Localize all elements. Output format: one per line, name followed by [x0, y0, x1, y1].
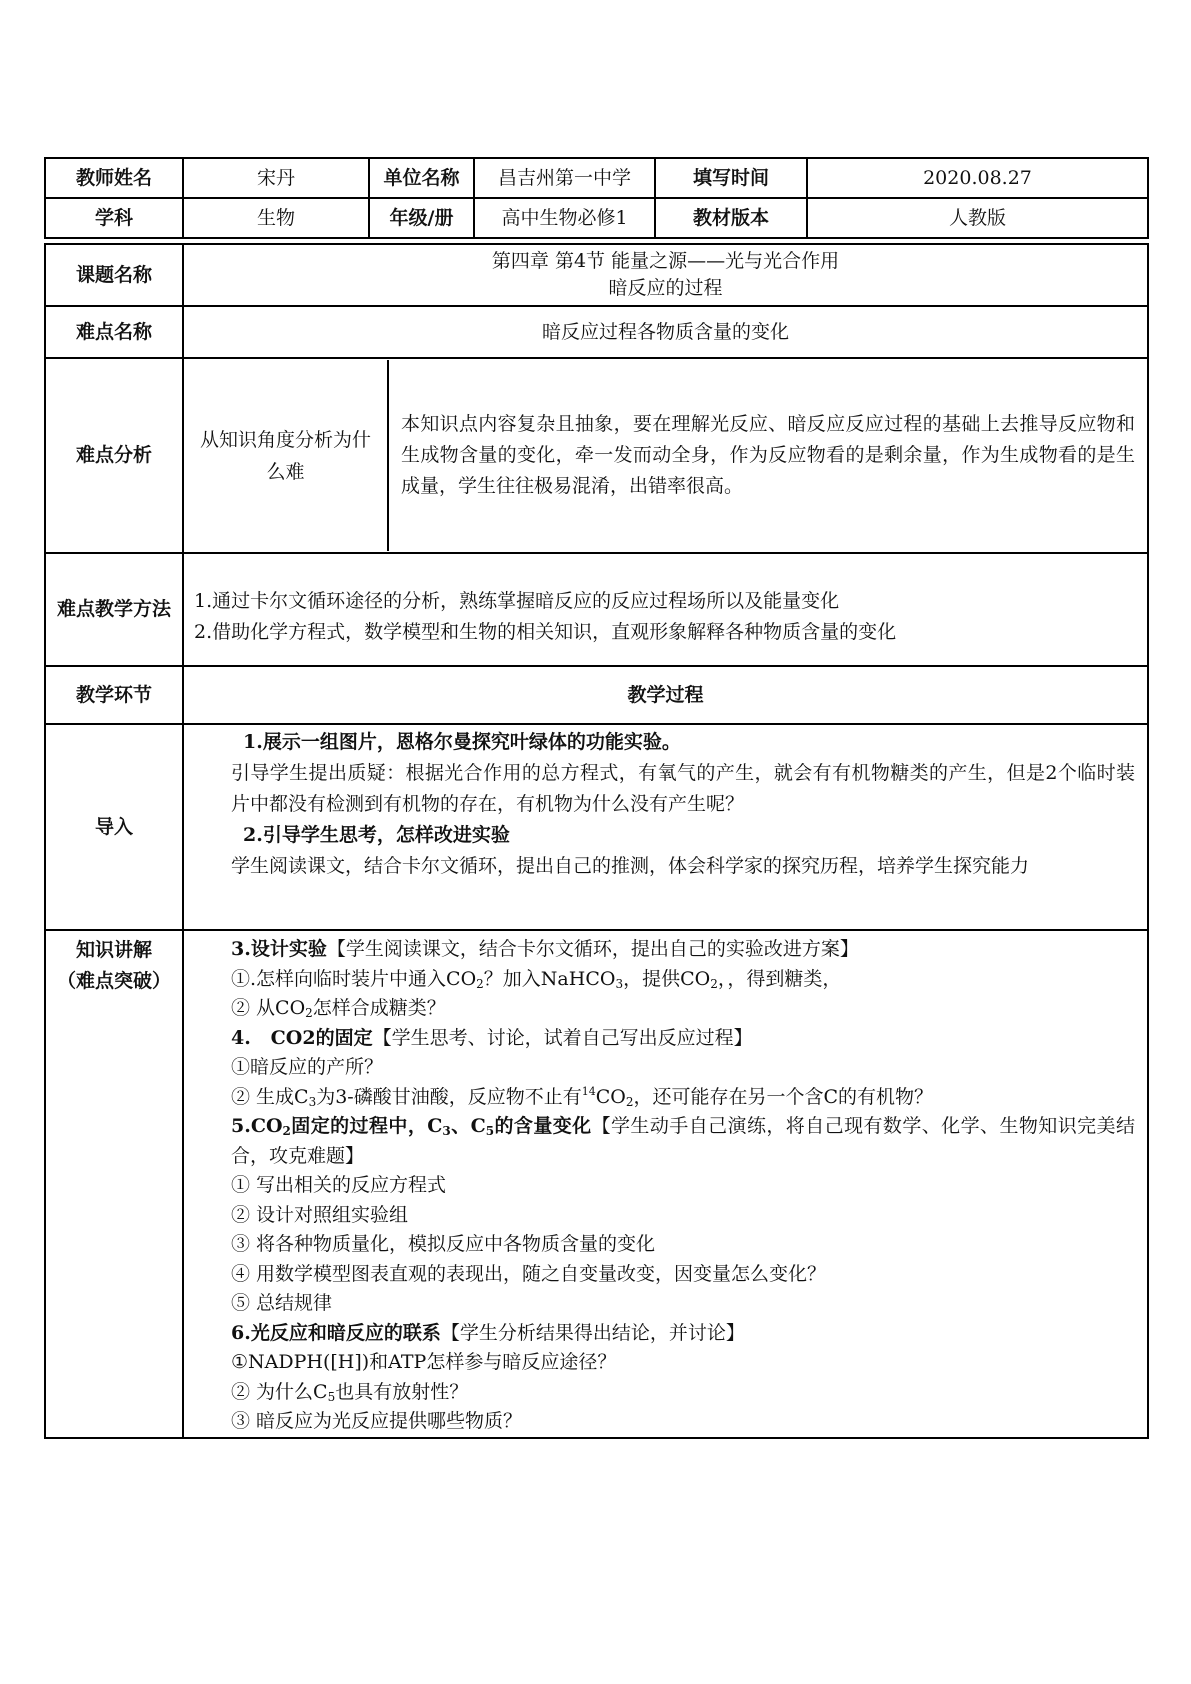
method-item-2: 2.借助化学方程式，数学模型和生物的相关知识，直观形象解释各种物质含量的变化 — [194, 620, 897, 643]
section-5-item-1: ① 写出相关的反应方程式 — [231, 1174, 447, 1196]
difficulty-label: 难点名称 — [45, 306, 183, 358]
section-5: $5.CO_2$固定的过程中，$C_3$、$C_5$的含量变化【学生动手自己演练，将自己现有数学、化学、生物知识完美结合，攻克难题】 — [231, 1115, 1135, 1167]
edition-value: 人教版 — [807, 198, 1148, 238]
section-5-item-2: ② 设计对照组实验组 — [231, 1203, 409, 1226]
method-label: 难点教学方法 — [45, 553, 183, 666]
section-3: 3.设计实验【学生阅读课文，结合卡尔文循环，提出自己的实验改进方案】 — [231, 938, 859, 960]
section-4-q1: ①暗反应的产所？ — [231, 1056, 384, 1078]
knowledge-label: 知识讲解 — [75, 939, 152, 961]
header-row-2 — [45, 198, 1148, 238]
topic-label: 课题名称 — [45, 244, 183, 306]
difficulty-row — [45, 306, 1148, 358]
section-6-q2: ② 为什么$C_5$也具有放射性？ — [231, 1380, 469, 1404]
date-label: 填写时间 — [655, 158, 807, 198]
section-6: 6.光反应和暗反应的联系【学生分析结果得出结论，并讨论】 — [231, 1321, 745, 1344]
intro-label: 导入 — [45, 724, 183, 930]
section-3-q1: ①.怎样向临时装片中通入$CO_2$？加入NaHCO$_3$，提供$CO_2$，，得到糖类， — [231, 967, 842, 991]
subject-label: 学科 — [45, 198, 183, 238]
edition-label: 教材版本 — [655, 198, 807, 238]
process-header-row — [45, 666, 1148, 724]
lesson-plan-table — [44, 157, 1147, 1439]
analysis-text: 本知识点内容复杂且抽象，要在理解光反应、暗反应反应过程的基础上去推导反应物和生成物含量的变化，牵一发而动全身，作为反应物看的是剩余量，作为生成物看的是生成量，学生往往极易混淆，出错率很高。 — [401, 413, 1135, 497]
knowledge-row — [45, 930, 1148, 1438]
section-6-q3: ③ 暗反应为光反应提供哪些物质？ — [231, 1410, 523, 1432]
date-value: 2020.08.27 — [807, 158, 1148, 198]
topic-line-1: 第四章 第4节 能量之源——光与光合作用 — [491, 250, 840, 272]
grade-value: 高中生物必修1 — [474, 198, 655, 238]
method-item-1: 1.通过卡尔文循环途径的分析，熟练掌握暗反应的反应过程场所以及能量变化 — [194, 589, 840, 612]
section-5-item-4: ④ 用数学模型图表直观的表现出，随之自变量改变，因变量怎么变化？ — [231, 1262, 827, 1285]
method-row — [45, 553, 1148, 666]
grade-label: 年级/册 — [369, 198, 474, 238]
intro-heading-1: 1.展示一组图片，恩格尔曼探究叶绿体的功能实验。 — [243, 731, 681, 753]
intro-paragraph-1: 引导学生提出质疑：根据光合作用的总方程式，有氧气的产生，就会有有机物糖类的产生，但是2个临时装片中都没有检测到有机物的存在，有机物为什么没有产生呢？ — [231, 762, 1135, 815]
section-5-item-5: ⑤ 总结规律 — [231, 1292, 333, 1314]
section-6-q1: ①NADPH([H])和ATP怎样参与暗反应途径？ — [231, 1351, 617, 1373]
analysis-label: 难点分析 — [45, 358, 183, 553]
section-5-item-3: ③ 将各种物质量化，模拟反应中各物质含量的变化 — [231, 1233, 656, 1255]
topic-row — [45, 244, 1148, 306]
subject-value: 生物 — [183, 198, 369, 238]
intro-row — [45, 724, 1148, 930]
intro-paragraph-2: 学生阅读课文，结合卡尔文循环，提出自己的推测，体会科学家的探究历程，培养学生探究能力 — [231, 855, 1030, 877]
process-label: 教学过程 — [183, 666, 1148, 724]
difficulty-value: 暗反应过程各物质含量的变化 — [183, 306, 1148, 358]
stage-label: 教学环节 — [45, 666, 183, 724]
section-4: 4. CO2的固定【学生思考、讨论，试着自己写出反应过程】 — [231, 1026, 753, 1049]
unit-value: 昌吉州第一中学 — [474, 158, 655, 198]
teacher-value: 宋丹 — [183, 158, 369, 198]
header-row-1 — [45, 158, 1148, 198]
analysis-row — [45, 358, 1148, 553]
knowledge-label-sub: （难点突破） — [56, 970, 171, 992]
analysis-sub-label: 从知识角度分析为什么难 — [184, 360, 388, 551]
intro-heading-2: 2.引导学生思考，怎样改进实验 — [243, 824, 510, 846]
teacher-label: 教师姓名 — [45, 158, 183, 198]
section-4-q2: ② 生成$C_3$为3-磷酸甘油酸，反应物不止有$^{14}CO_2$，还可能存在另一个含C的有机物？ — [231, 1084, 934, 1109]
unit-label: 单位名称 — [369, 158, 474, 198]
section-3-q2: ② 从$CO_2$怎样合成糖类？ — [231, 997, 446, 1020]
topic-line-2: 暗反应的过程 — [608, 277, 723, 299]
